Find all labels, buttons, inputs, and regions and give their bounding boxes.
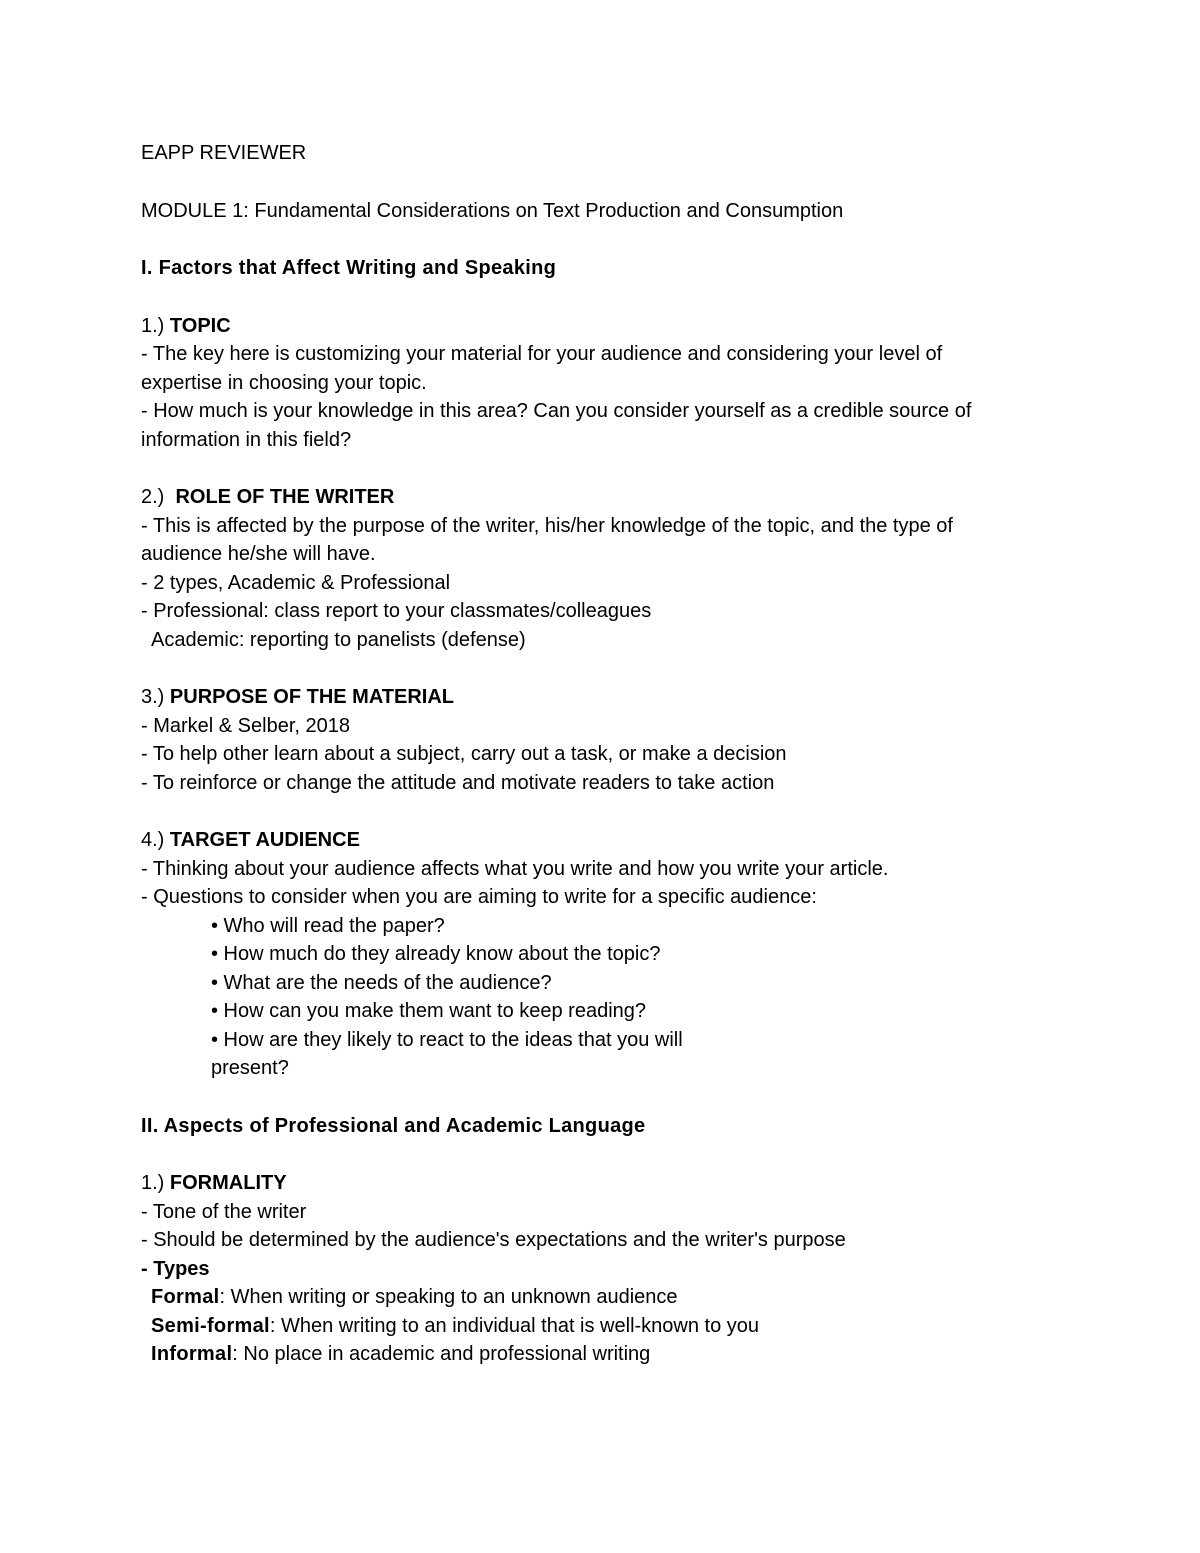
section-1-heading: I. Factors that Affect Writing and Speaking xyxy=(141,257,557,279)
formality-type-semi-formal xyxy=(141,1312,1101,1341)
audience-bullet: • How are they likely to react to the ideas that you will xyxy=(211,1028,683,1051)
spacer xyxy=(141,454,1101,483)
spacer xyxy=(141,797,1101,826)
formality-types-label: - Types xyxy=(141,1257,210,1280)
semi-formal-definition: : When writing to an individual that is well-known to you xyxy=(269,1314,760,1337)
formal-definition: : When writing or speaking to an unknown audience xyxy=(219,1286,678,1308)
spacer xyxy=(141,168,1101,197)
formality-type-formal xyxy=(141,1283,1101,1312)
document-title: EAPP REVIEWER xyxy=(141,142,307,164)
formal-term: Formal xyxy=(151,1286,220,1308)
audience-line: - Questions to consider when you are aiming to write for a specific audience: xyxy=(141,886,817,908)
topic-title: TOPIC xyxy=(169,314,231,337)
purpose-line: - Markel & Selber, 2018 xyxy=(141,714,350,737)
role-line: - This is affected by the purpose of the writer, his/her knowledge of the topic, and the type of xyxy=(141,514,953,537)
spacer xyxy=(141,1140,1101,1169)
formality-heading xyxy=(141,1169,1101,1198)
formality-number: 1.) xyxy=(141,1172,170,1194)
purpose-number: 3.) xyxy=(141,686,170,708)
audience-bullet: • Who will read the paper? xyxy=(211,914,445,937)
audience-bullet-continuation: present? xyxy=(211,1057,289,1079)
spacer xyxy=(141,654,1101,683)
audience-bullet: • What are the needs of the audience? xyxy=(211,971,552,994)
audience-bullet: • How can you make them want to keep reading? xyxy=(211,1000,647,1022)
purpose-heading xyxy=(141,683,1101,712)
topic-line: information in this field? xyxy=(141,428,352,451)
purpose-line: - To help other learn about a subject, carry out a task, or make a decision xyxy=(141,743,787,765)
audience-heading xyxy=(141,826,1101,855)
audience-number: 4.) xyxy=(141,829,170,851)
formality-line: - Should be determined by the audience's expectations and the writer's purpose xyxy=(141,1229,846,1251)
topic-line: expertise in choosing your topic. xyxy=(141,371,427,394)
informal-definition: : No place in academic and professional writing xyxy=(232,1343,651,1365)
topic-line: - The key here is customizing your material for your audience and considering your level of xyxy=(141,343,943,365)
role-title: ROLE OF THE WRITER xyxy=(175,486,395,508)
audience-bullet: • How much do they already know about the topic? xyxy=(211,943,661,965)
section-2-heading: II. Aspects of Professional and Academic Language xyxy=(141,1114,646,1137)
formality-line: - Tone of the writer xyxy=(141,1200,307,1223)
formality-type-informal xyxy=(141,1340,1101,1369)
role-line: - 2 types, Academic & Professional xyxy=(141,571,451,594)
role-line: - Professional: class report to your classmates/colleagues xyxy=(141,600,652,622)
informal-term: Informal xyxy=(151,1343,233,1365)
role-line: Academic: reporting to panelists (defense) xyxy=(151,628,526,651)
spacer xyxy=(141,225,1101,254)
module-title: MODULE 1: Fundamental Considerations on Text Production and Consumption xyxy=(141,199,844,222)
topic-line: - How much is your knowledge in this area? Can you consider yourself as a credible source of xyxy=(141,400,972,422)
semi-formal-term: Semi-formal xyxy=(151,1314,270,1337)
purpose-title: PURPOSE OF THE MATERIAL xyxy=(169,686,454,708)
role-number: 2.) xyxy=(141,486,176,508)
role-heading xyxy=(141,483,1101,512)
audience-title: TARGET AUDIENCE xyxy=(169,829,360,851)
spacer xyxy=(141,1083,1101,1112)
document-body xyxy=(141,139,1101,1369)
topic-heading xyxy=(141,312,1101,341)
topic-number: 1.) xyxy=(141,314,170,337)
formality-title: FORMALITY xyxy=(169,1172,287,1194)
audience-line: - Thinking about your audience affects what you write and how you write your article. xyxy=(141,857,889,880)
role-line: audience he/she will have. xyxy=(141,543,376,565)
spacer xyxy=(141,283,1101,312)
purpose-line: - To reinforce or change the attitude and motivate readers to take action xyxy=(141,771,775,794)
